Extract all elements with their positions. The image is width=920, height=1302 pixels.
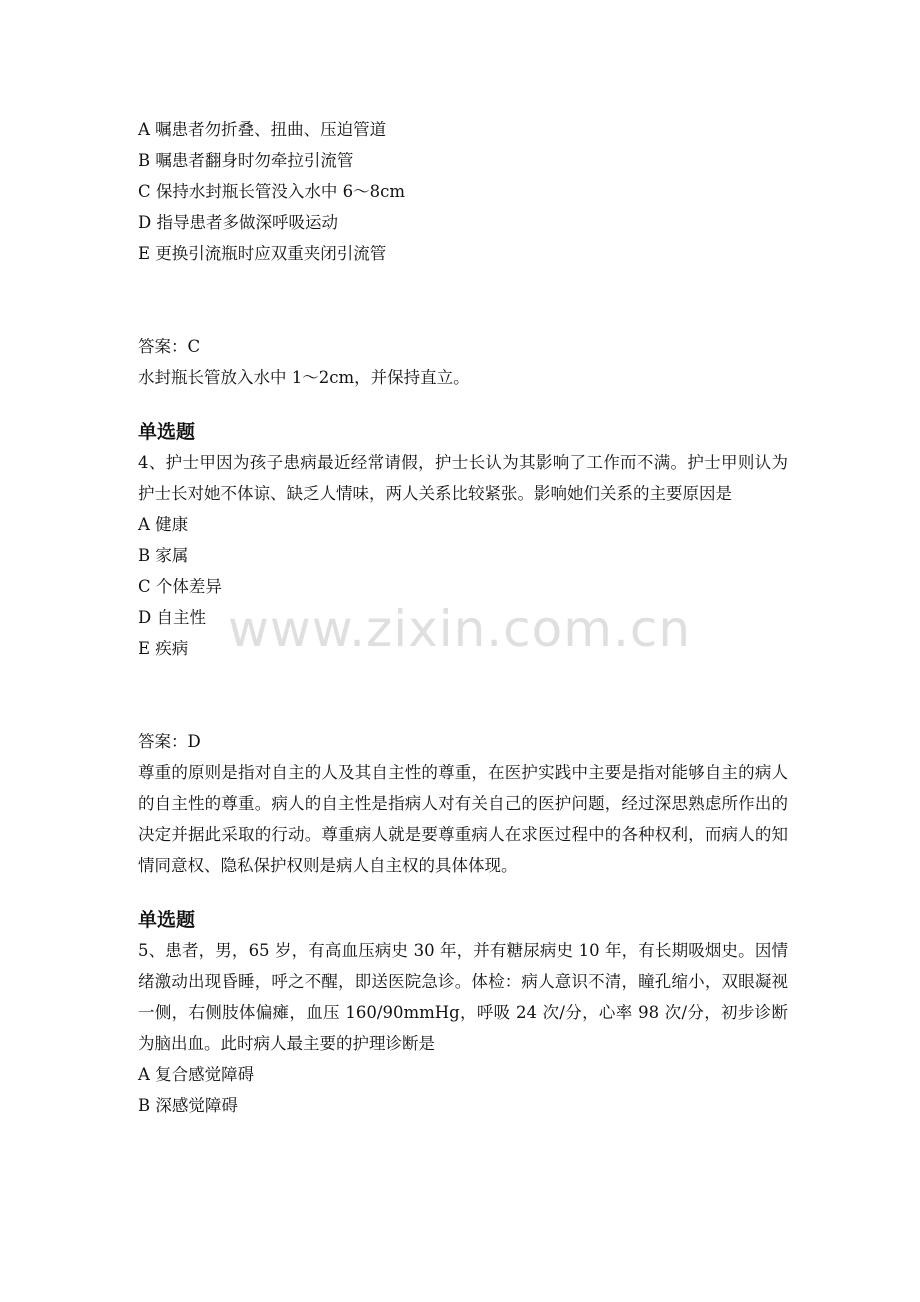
q3-answer: 答案：C [138, 337, 201, 356]
watermark: www.zixin.com.cn [228, 600, 692, 658]
option-a: A 复合感觉障碍 [138, 1065, 255, 1084]
option-d: D 指导患者多做深呼吸运动 [138, 213, 338, 232]
option-c: C 保持水封瓶长管没入水中 6～8cm [138, 182, 405, 201]
option-b: B 嘱患者翻身时勿牵拉引流管 [138, 151, 354, 170]
q4-answer: 答案：D [138, 732, 201, 751]
option-e: E 更换引流瓶时应双重夹闭引流管 [138, 244, 387, 263]
q4-explanation: 尊重的原则是指对自主的人及其自主性的尊重，在医护实践中主要是指对能够自主的病人的自主性的尊重。病人的自主性是指病人对有关自己的医护问题，经过深思熟虑所作出的决定并据此采取的行动。尊重病人就是要尊重病人在求医过程中的各种权利，而病人的知情同意权、隐私保护权则是病人自主权的具体体现。 [138, 763, 788, 875]
option-b: B 家属 [138, 546, 189, 565]
q3-explanation: 水封瓶长管放入水中 1～2cm，并保持直立。 [138, 368, 470, 387]
q5-options [138, 1059, 788, 1121]
option-a: A 嘱患者勿折叠、扭曲、压迫管道 [138, 120, 387, 139]
option-a: A 健康 [138, 515, 189, 534]
option-b: B 深感觉障碍 [138, 1096, 238, 1115]
q4-options [138, 509, 788, 664]
q5-type-heading: 单选题 [138, 909, 196, 931]
option-d: D 自主性 [138, 608, 206, 627]
option-c: C 个体差异 [138, 577, 222, 596]
q4-type-heading: 单选题 [138, 421, 196, 443]
option-e: E 疾病 [138, 639, 189, 658]
q3-options [138, 114, 788, 269]
q4-stem: 4、护士甲因为孩子患病最近经常请假，护士长认为其影响了工作而不满。护士甲则认为护士长对她不体谅、缺乏人情味，两人关系比较紧张。影响她们关系的主要原因是 [138, 453, 788, 503]
document-page [138, 114, 788, 1121]
q5-stem: 5、患者，男，65 岁，有高血压病史 30 年，并有糖尿病史 10 年，有长期吸烟史。因情绪激动出现昏睡，呼之不醒，即送医院急诊。体检：病人意识不清，瞳孔缩小，双眼凝视一侧，右侧肢体偏瘫，血压 160/90mmHg，呼吸 24 次/分，心率 98 次/分，初步诊断为脑出血。此时病人最主要的护理诊断是 [138, 941, 788, 1053]
